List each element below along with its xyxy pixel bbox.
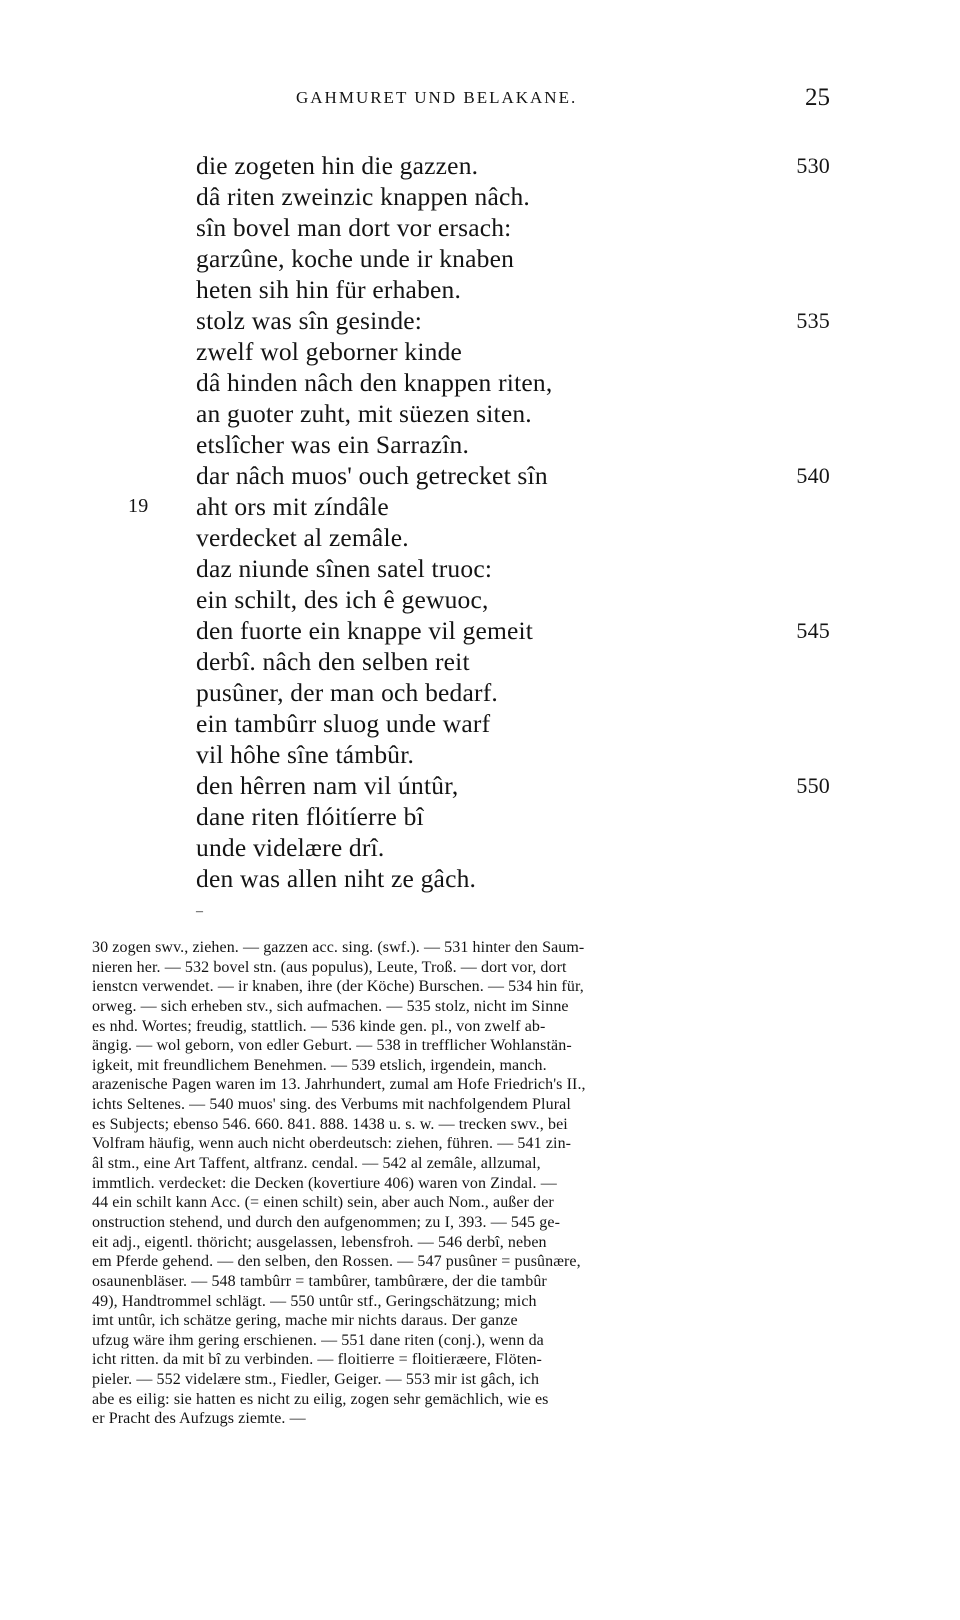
line-number: 535	[796, 308, 830, 333]
footnote-line: 30 zogen swv., ziehen. — gazzen acc. sing. (swf.). — 531 hinter den Saum-	[92, 939, 585, 956]
verse-line	[120, 212, 840, 243]
footnote-line: âl stm., eine Art Taffent, altfranz. cendal. — 542 al zemâle, allzumal,	[92, 1155, 541, 1173]
footnote-line: 44 ein schilt kann Acc. (= einen schilt) sein, aber auch Nom., außer der	[92, 1194, 554, 1212]
footnotes-block	[92, 938, 830, 1429]
verse-text: den fuorte ein knappe vil gemeit	[196, 616, 534, 645]
verse-text: den hêrren nam vil úntûr,	[196, 771, 459, 800]
footnote-line: imt untûr, ich schätze gering, mache mir nichts daraus. Der ganze	[92, 1312, 518, 1330]
verse-line	[120, 863, 840, 894]
verse-line	[120, 181, 840, 212]
verse-line	[120, 708, 840, 739]
verse-text: den was allen niht ze gâch.	[196, 864, 477, 893]
verse-text: unde videlære drî.	[196, 833, 385, 862]
verse-text: die zogeten hin die gazzen.	[196, 151, 479, 180]
footnote-line: pieler. — 552 videlære stm., Fiedler, Geiger. — 553 mir ist gâch, ich	[92, 1371, 540, 1389]
verse-text: zwelf wol geborner kinde	[196, 337, 463, 366]
margin-number: 19	[128, 495, 149, 517]
verse-line	[120, 522, 840, 553]
verse-text: ein tambûrr sluog unde warf	[196, 709, 491, 738]
verse-text: aht ors mit zíndâle	[196, 492, 389, 521]
verse-line	[120, 615, 840, 646]
verse-line	[120, 367, 840, 398]
verse-line	[120, 274, 840, 305]
running-title: GAHMURET UND BELAKANE.	[296, 88, 578, 107]
footnote-line: es Subjects; ebenso 546. 660. 841. 888. 1438 u. s. w. — trecken swv., bei	[92, 1115, 568, 1133]
footnote-line: ichts Seltenes. — 540 muos' sing. des Verbums mit nachfolgendem Plural	[92, 1096, 571, 1114]
verse-line	[120, 150, 840, 181]
verse-text: derbî. nâch den selben reit	[196, 647, 470, 676]
verse-text: verdecket al zemâle.	[196, 523, 409, 552]
footnote-line: igkeit, mit freundlichem Benehmen. — 539 etslich, irgendein, manch.	[92, 1056, 547, 1074]
verse-text: stolz was sîn gesinde:	[196, 306, 423, 335]
footnote-line: icht ritten. da mit bî zu verbinden. — floitierre = floitieræere, Flöten-	[92, 1351, 542, 1369]
verse-line	[120, 584, 840, 615]
footnote-line: osaunenbläser. — 548 tambûrr = tambûrer, tambûrære, der die tambûr	[92, 1272, 547, 1290]
footnote-line: onstruction stehend, und durch den aufgenommen; zu I, 393. — 545 ge-	[92, 1213, 561, 1231]
verse-text: etslîcher was ein Sarrazîn.	[196, 430, 470, 459]
section-separator: –	[196, 904, 203, 919]
verse-text: an guoter zuht, mit süezen siten.	[196, 399, 532, 428]
verse-line	[120, 553, 840, 584]
line-number: 550	[796, 773, 830, 798]
line-number: 545	[796, 618, 830, 643]
verse-text: dar nâch muos' ouch getrecket sîn	[196, 461, 548, 490]
verse-line	[120, 305, 840, 336]
footnote-line: Volfram häufig, wenn auch nicht oberdeutsch: ziehen, führen. — 541 zin-	[92, 1135, 572, 1153]
verse-line	[120, 491, 840, 522]
verse-text: garzûne, koche unde ir knaben	[196, 244, 515, 273]
footnote-line: arazenische Pagen waren im 13. Jahrhundert, zumal am Hofe Friedrich's II.,	[92, 1076, 586, 1094]
footnote-line: ienstcn verwendet. — ir knaben, ihre (der Köche) Burschen. — 534 hin für,	[92, 978, 584, 996]
verse-line	[120, 460, 840, 491]
verse-line	[120, 832, 840, 863]
verse-text: ein schilt, des ich ê gewuoc,	[196, 585, 489, 614]
footnote-line: abe es eilig: sie hatten es nicht zu eilig, zogen sehr gemächlich, wie es	[92, 1390, 549, 1408]
verse-line	[120, 336, 840, 367]
line-number: 540	[796, 463, 830, 488]
page-number: 25	[805, 84, 830, 111]
verse-text: dâ riten zweinzic knappen nâch.	[196, 182, 531, 211]
verse-block	[120, 150, 840, 894]
verse-text: daz niunde sînen satel truoc:	[196, 554, 493, 583]
verse-text: vil hôhe sîne támbûr.	[196, 740, 415, 769]
footnote-line: orweg. — sich erheben stv., sich aufmachen. — 535 stolz, nicht im Sinne	[92, 997, 569, 1015]
footnote-line: nieren her. — 532 bovel stn. (aus populus), Leute, Troß. — dort vor, dort	[92, 958, 567, 976]
verse-text: heten sih hin für erhaben.	[196, 275, 462, 304]
footnote-line: ufzug wäre ihm gering erschienen. — 551 dane riten (conj.), wenn da	[92, 1331, 544, 1349]
page-header	[190, 84, 830, 114]
footnote-line: es nhd. Wortes; freudig, stattlich. — 536 kinde gen. pl., von zwelf ab-	[92, 1017, 546, 1035]
footnote-line: er Pracht des Aufzugs ziemte. —	[92, 1410, 306, 1428]
verse-line	[120, 739, 840, 770]
verse-text: dâ hinden nâch den knappen riten,	[196, 368, 553, 397]
footnote-line: ängig. — wol geborn, von edler Geburt. — 538 in trefflicher Wohlanstän-	[92, 1037, 572, 1055]
verse-text: pusûner, der man och bedarf.	[196, 678, 498, 707]
verse-line	[120, 646, 840, 677]
verse-line	[120, 243, 840, 274]
verse-text: sîn bovel man dort vor ersach:	[196, 213, 512, 242]
verse-line	[120, 398, 840, 429]
footnote-line: 49), Handtrommel schlägt. — 550 untûr stf., Geringschätzung; mich	[92, 1292, 537, 1310]
verse-line	[120, 770, 840, 801]
footnote-line: eit adj., eigentl. thöricht; ausgelassen, lebensfroh. — 546 derbî, neben	[92, 1233, 547, 1251]
footnote-line: immtlich. verdecket: die Decken (kovertiure 406) waren von Zindal. —	[92, 1174, 557, 1192]
verse-line	[120, 801, 840, 832]
footnote-line: em Pferde gehend. — den selben, den Rossen. — 547 pusûner = pusûnære,	[92, 1253, 581, 1271]
verse-line	[120, 429, 840, 460]
verse-text: dane riten flóitíerre bî	[196, 802, 424, 831]
verse-line	[120, 677, 840, 708]
line-number: 530	[796, 153, 830, 178]
